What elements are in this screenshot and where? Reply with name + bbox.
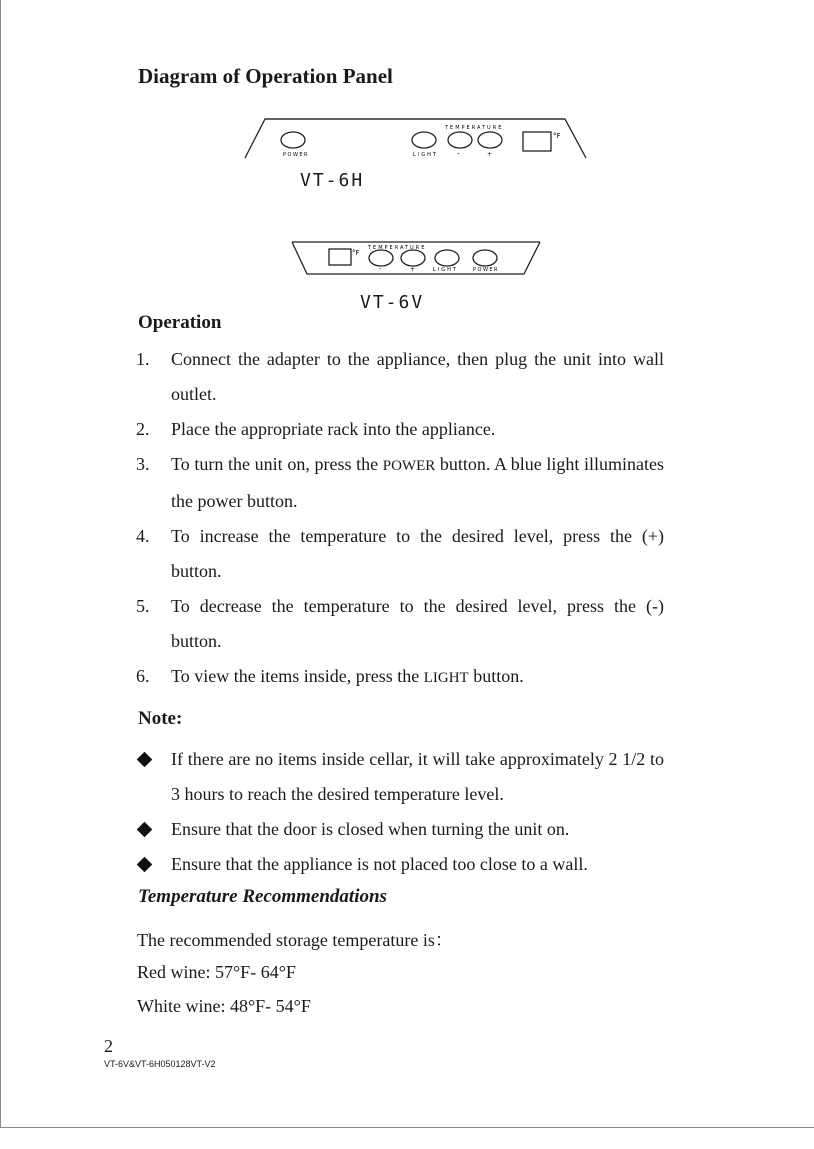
plus-button-icon bbox=[401, 250, 425, 266]
page-border-bottom bbox=[0, 1127, 814, 1128]
note-item: Ensure that the appliance is not placed too close to a wall. bbox=[136, 847, 664, 882]
power-label: POWER bbox=[473, 267, 500, 273]
unit-label: °F bbox=[352, 249, 360, 257]
model-vt6h-label: VT-6H bbox=[300, 170, 365, 191]
minus-button-icon bbox=[369, 250, 393, 266]
diamond-bullet-icon bbox=[137, 857, 153, 873]
display-icon bbox=[329, 249, 351, 265]
power-label: POWER bbox=[283, 152, 310, 158]
note-item: If there are no items inside cellar, it will take approximately 2 1/2 to 3 hours to reach the desired temperature level. bbox=[136, 742, 664, 812]
step-item: 1. Connect the adapter to the appliance, then plug the unit into wall outlet. bbox=[136, 349, 664, 404]
document-code: VT-6V&VT-6H050128VT-V2 bbox=[104, 1059, 216, 1069]
diagram-heading: Diagram of Operation Panel bbox=[138, 64, 393, 88]
panel-vt6v-diagram bbox=[288, 238, 544, 278]
temperature-heading: Temperature Recommendations bbox=[138, 886, 387, 907]
minus-button-icon bbox=[448, 132, 472, 148]
temperature-intro: The recommended storage temperature is： bbox=[137, 930, 453, 950]
panel-vt6h-diagram bbox=[243, 116, 588, 162]
plus-button-icon bbox=[478, 132, 502, 148]
step-item: 6. To view the items inside, press the LIGHT button. bbox=[136, 666, 524, 686]
step-item: 5. To decrease the temperature to the desired level, press the (-) button. bbox=[136, 596, 664, 651]
plus-label: + bbox=[487, 151, 493, 158]
temperature-label: TEMPERATURE bbox=[368, 245, 427, 251]
white-wine-temp: White wine: 48°F- 54°F bbox=[137, 996, 311, 1016]
operation-steps bbox=[136, 342, 664, 696]
red-wine-temp: Red wine: 57°F- 64°F bbox=[137, 962, 296, 982]
operation-heading: Operation bbox=[138, 312, 222, 333]
page-number: 2 bbox=[104, 1036, 113, 1056]
light-keyword: LIGHT bbox=[423, 670, 469, 686]
power-button-icon bbox=[473, 250, 497, 266]
note-heading: Note: bbox=[138, 708, 183, 729]
note-list bbox=[136, 742, 664, 882]
light-button-icon bbox=[435, 250, 459, 266]
page-border-left bbox=[0, 0, 1, 1128]
minus-label: - bbox=[457, 150, 460, 158]
step-item: 4. To increase the temperature to the desired level, press the (+) button. bbox=[136, 526, 664, 581]
model-vt6v-label: VT-6V bbox=[360, 292, 425, 313]
diamond-bullet-icon bbox=[137, 752, 153, 768]
unit-label: °F bbox=[553, 132, 561, 140]
display-icon bbox=[523, 132, 551, 151]
power-keyword: POWER bbox=[382, 458, 436, 474]
light-button-icon bbox=[412, 132, 436, 148]
minus-label: - bbox=[379, 265, 382, 273]
power-button-icon bbox=[281, 132, 305, 148]
light-label: LIGHT bbox=[413, 152, 438, 158]
step-item: 3. To turn the unit on, press the POWER button. A blue light illuminates the power button. bbox=[136, 454, 664, 511]
light-label: LIGHT bbox=[433, 267, 458, 273]
temperature-label: TEMPERATURE bbox=[445, 125, 504, 131]
note-item: Ensure that the door is closed when turning the unit on. bbox=[136, 812, 664, 847]
step-item: 2. Place the appropriate rack into the appliance. bbox=[136, 419, 496, 439]
diamond-bullet-icon bbox=[137, 822, 153, 838]
plus-label: + bbox=[410, 266, 416, 273]
